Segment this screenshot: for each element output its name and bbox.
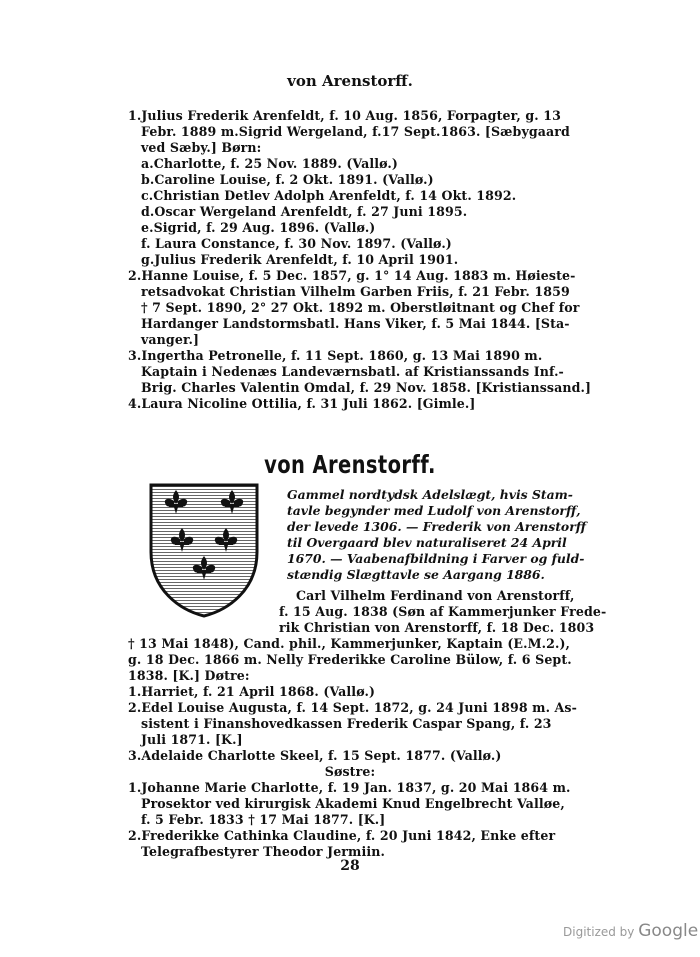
text-line: f. 5 Febr. 1833 † 17 Mai 1877. [K.]: [141, 812, 386, 827]
text-line: stændig Slægttavle se Aargang 1886.: [287, 567, 545, 582]
text-line: tavle begynder med Ludolf von Arenstorff,: [287, 503, 581, 518]
text-line: † 13 Mai 1848), Cand. phil., Kammerjunker, Kaptain (E.M.2.),: [128, 636, 570, 651]
text-line: 1838. [K.] Døtre:: [128, 668, 250, 683]
watermark-prefix: Digitized by: [563, 925, 635, 939]
text-line: Febr. 1889 m.Sigrid Wergeland, f.17 Sept.1863. [Sæbygaard: [141, 124, 570, 139]
text-line: g.Julius Frederik Arenfeldt, f. 10 April 1901.: [141, 252, 459, 267]
text-line: f. Laura Constance, f. 30 Nov. 1897. (Vallø.): [141, 236, 452, 251]
page-number: 28: [340, 858, 360, 874]
text-line: 3.Adelaide Charlotte Skeel, f. 15 Sept. 1877. (Vallø.): [128, 748, 502, 763]
text-line: sistent i Finanshovedkassen Frederik Caspar Spang, f. 23: [141, 716, 552, 731]
text-line: Carl Vilhelm Ferdinand von Arenstorff,: [296, 588, 575, 603]
text-line: 1.Harriet, f. 21 April 1868. (Vallø.): [128, 684, 376, 699]
text-line: 4.Laura Nicoline Ottilia, f. 31 Juli 1862. [Gimle.]: [128, 396, 476, 411]
text-line: 2.Frederikke Cathinka Claudine, f. 20 Juni 1842, Enke efter: [128, 828, 556, 843]
text-line: b.Caroline Louise, f. 2 Okt. 1891. (Vallø.): [141, 172, 434, 187]
text-line: rik Christian von Arenstorff, f. 18 Dec. 1803: [279, 620, 595, 635]
text-line: e.Sigrid, f. 29 Aug. 1896. (Vallø.): [141, 220, 376, 235]
text-line: ved Sæby.] Børn:: [141, 140, 262, 155]
text-line: g. 18 Dec. 1866 m. Nelly Frederikke Caroline Bülow, f. 6 Sept.: [128, 652, 572, 667]
text-line: † 7 Sept. 1890, 2° 27 Okt. 1892 m. Oberstløitnant og Chef for: [141, 300, 580, 315]
text-line: a.Charlotte, f. 25 Nov. 1889. (Vallø.): [141, 156, 398, 171]
section-title: von Arenstorff.: [264, 450, 436, 479]
text-line: Brig. Charles Valentin Omdal, f. 29 Nov. 1858. [Kristianssand.]: [141, 380, 592, 395]
text-line: 2.Edel Louise Augusta, f. 14 Sept. 1872, g. 24 Juni 1898 m. As-: [128, 700, 577, 715]
text-line: 1.Julius Frederik Arenfeldt, f. 10 Aug. 1856, Forpagter, g. 13: [128, 108, 562, 123]
text-line: Prosektor ved kirurgisk Akademi Knud Engelbrecht Valløe,: [141, 796, 565, 811]
sisters-heading: Søstre:: [324, 764, 376, 779]
watermark-brand: Google: [638, 921, 699, 941]
text-line: retsadvokat Christian Vilhelm Garben Friis, f. 21 Febr. 1859: [141, 284, 570, 299]
text-line: vanger.]: [141, 332, 200, 347]
digitized-watermark: [563, 921, 698, 941]
running-header: von Arenstorff.: [287, 72, 413, 90]
text-line: Hardanger Landstormsbatl. Hans Viker, f. 5 Mai 1844. [Sta-: [141, 316, 570, 331]
text-line: til Overgaard blev naturaliseret 24 April: [287, 535, 567, 550]
text-line: 1.Johanne Marie Charlotte, f. 19 Jan. 1837, g. 20 Mai 1864 m.: [128, 780, 571, 795]
text-line: Telegrafbestyrer Theodor Jermiin.: [141, 844, 385, 859]
text-line: 2.Hanne Louise, f. 5 Dec. 1857, g. 1° 14 Aug. 1883 m. Høieste-: [128, 268, 576, 283]
text-line: f. 15 Aug. 1838 (Søn af Kammerjunker Frede-: [279, 604, 607, 619]
text-line: d.Oscar Wergeland Arenfeldt, f. 27 Juni 1895.: [141, 204, 468, 219]
text-line: c.Christian Detlev Adolph Arenfeldt, f. 14 Okt. 1892.: [141, 188, 517, 203]
text-line: 1670. — Vaabenafbildning i Farver og fuld-: [287, 551, 585, 566]
text-line: 3.Ingertha Petronelle, f. 11 Sept. 1860, g. 13 Mai 1890 m.: [128, 348, 543, 363]
coat-of-arms-icon: [148, 482, 260, 619]
text-line: Kaptain i Nedenæs Landeværnsbatl. af Kristianssands Inf.-: [141, 364, 564, 379]
text-line: der levede 1306. — Frederik von Arenstorff: [287, 519, 586, 534]
text-line: Juli 1871. [K.]: [141, 732, 243, 747]
text-line: Gammel nordtydsk Adelslægt, hvis Stam-: [287, 487, 573, 502]
